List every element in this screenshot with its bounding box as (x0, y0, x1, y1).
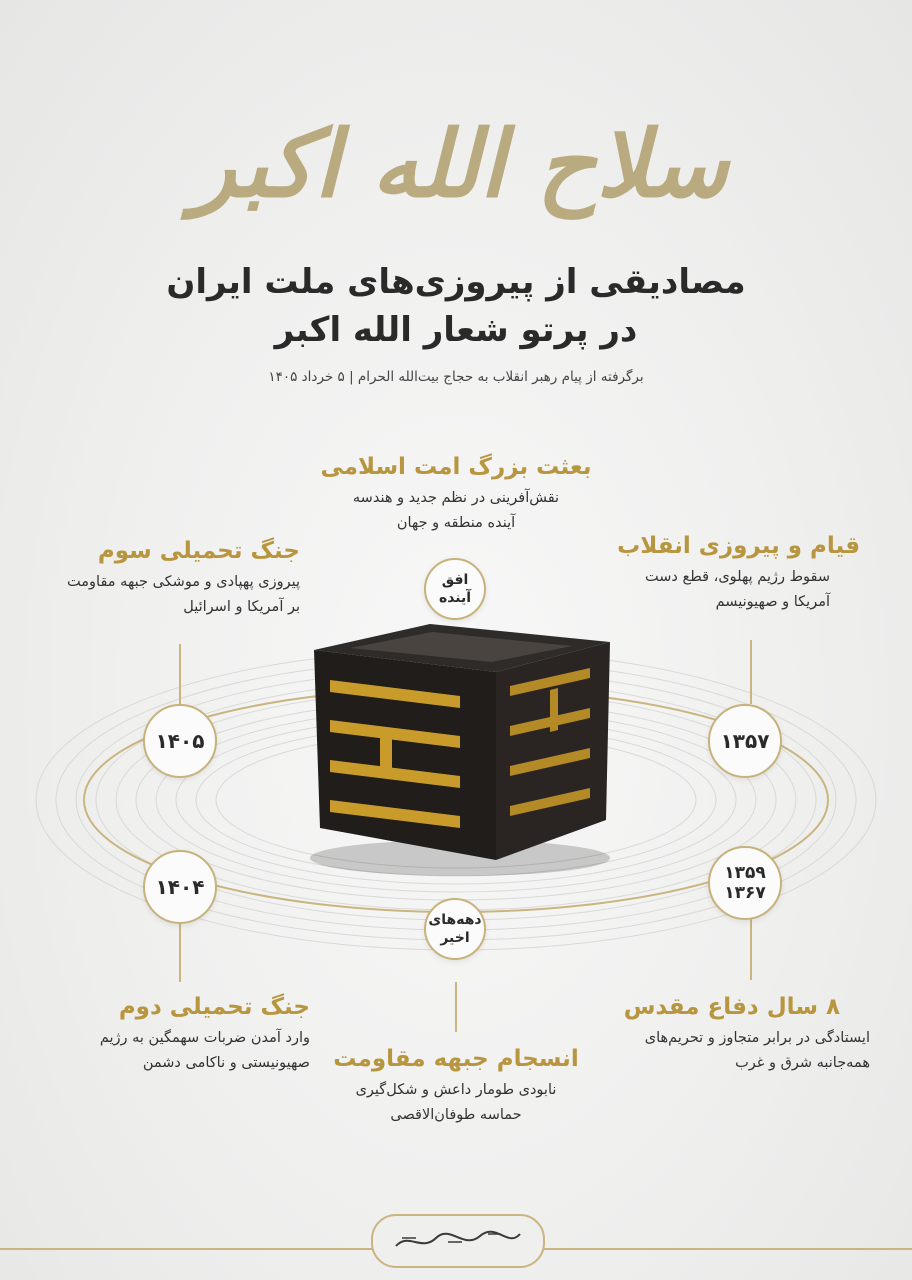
year-label: ۱۳۵۷ (720, 729, 770, 753)
year-1357 (708, 704, 782, 778)
year-1404 (143, 850, 217, 924)
signature-calligraphy-icon (388, 1224, 528, 1258)
connector-line (455, 982, 457, 1032)
calligraphy-text: سلاح الله اکبر (191, 110, 729, 218)
leader-signature (371, 1214, 545, 1268)
item-desc-line: آمریکا و صهیونیسم (715, 594, 830, 610)
item-desc-line: همه‌جانبه شرق و غرب (735, 1055, 870, 1071)
item-resistance-front (306, 1046, 606, 1128)
calligraphy-title (190, 40, 730, 270)
decades-badge-line-2: اخیر (440, 930, 470, 946)
decades-badge-line-1: دهه‌های (428, 912, 482, 928)
item-desc-line: نقش‌آفرینی در نظم جدید و هندسه (352, 490, 560, 506)
item-third-war (40, 538, 300, 620)
recent-decades-badge (424, 898, 486, 960)
item-desc-line: حماسه طوفان‌الاقصی (390, 1107, 522, 1123)
item-sacred-defense (600, 994, 870, 1076)
future-horizon-badge (424, 558, 486, 620)
year-1359-1367 (708, 846, 782, 920)
page-subtitle-1: مصادیقی از پیروزی‌های ملت ایران (166, 262, 746, 302)
item-title: جنگ تحمیلی دوم (118, 994, 310, 1020)
future-badge-line-2: آینده (438, 590, 472, 606)
item-desc-line: ایستادگی در برابر متجاوز و تحریم‌های (644, 1030, 870, 1046)
connector-line (179, 922, 181, 982)
item-title: انسجام جبهه مقاومت (333, 1046, 579, 1072)
item-desc-line: نابودی طومار داعش و شکل‌گیری (355, 1082, 557, 1098)
page-subtitle-2: در پرتو شعار الله اکبر (274, 310, 638, 350)
connector-line (750, 914, 752, 980)
item-second-war (40, 994, 310, 1076)
item-revolution (600, 533, 860, 615)
item-desc-line: پیروزی پهپادی و موشکی جبهه مقاومت (67, 574, 300, 590)
connector-line (750, 640, 752, 704)
item-desc-line: وارد آمدن ضربات سهمگین به رژیم (99, 1030, 310, 1046)
future-badge-line-1: افق (441, 572, 469, 588)
item-title: ۸ سال دفاع مقدس (623, 994, 840, 1020)
year-1405 (143, 704, 217, 778)
year-label: ۱۴۰۵ (155, 729, 205, 753)
year-label: ۱۳۶۷ (724, 883, 766, 903)
item-desc-line: سقوط رژیم پهلوی، قطع دست (645, 569, 830, 585)
item-title: قیام و پیروزی انقلاب (617, 533, 860, 559)
item-desc-line: آینده منطقه و جهان (396, 515, 516, 531)
item-desc-line: بر آمریکا و اسرائیل (183, 599, 300, 615)
year-label: ۱۳۵۹ (724, 863, 766, 883)
item-desc-line: صهیونیستی و ناکامی دشمن (142, 1055, 310, 1071)
year-label: ۱۴۰۴ (155, 875, 205, 899)
item-islamic-ummah (306, 454, 606, 536)
source-line: برگرفته از پیام رهبر انقلاب به حجاج بیت‌الله الحرام | ۵ خرداد ۱۴۰۵ (268, 369, 644, 385)
item-title: بعثت بزرگ امت اسلامی (320, 454, 592, 480)
item-title: جنگ تحمیلی سوم (97, 538, 300, 564)
kaaba-cube (300, 610, 620, 880)
connector-line (179, 644, 181, 704)
